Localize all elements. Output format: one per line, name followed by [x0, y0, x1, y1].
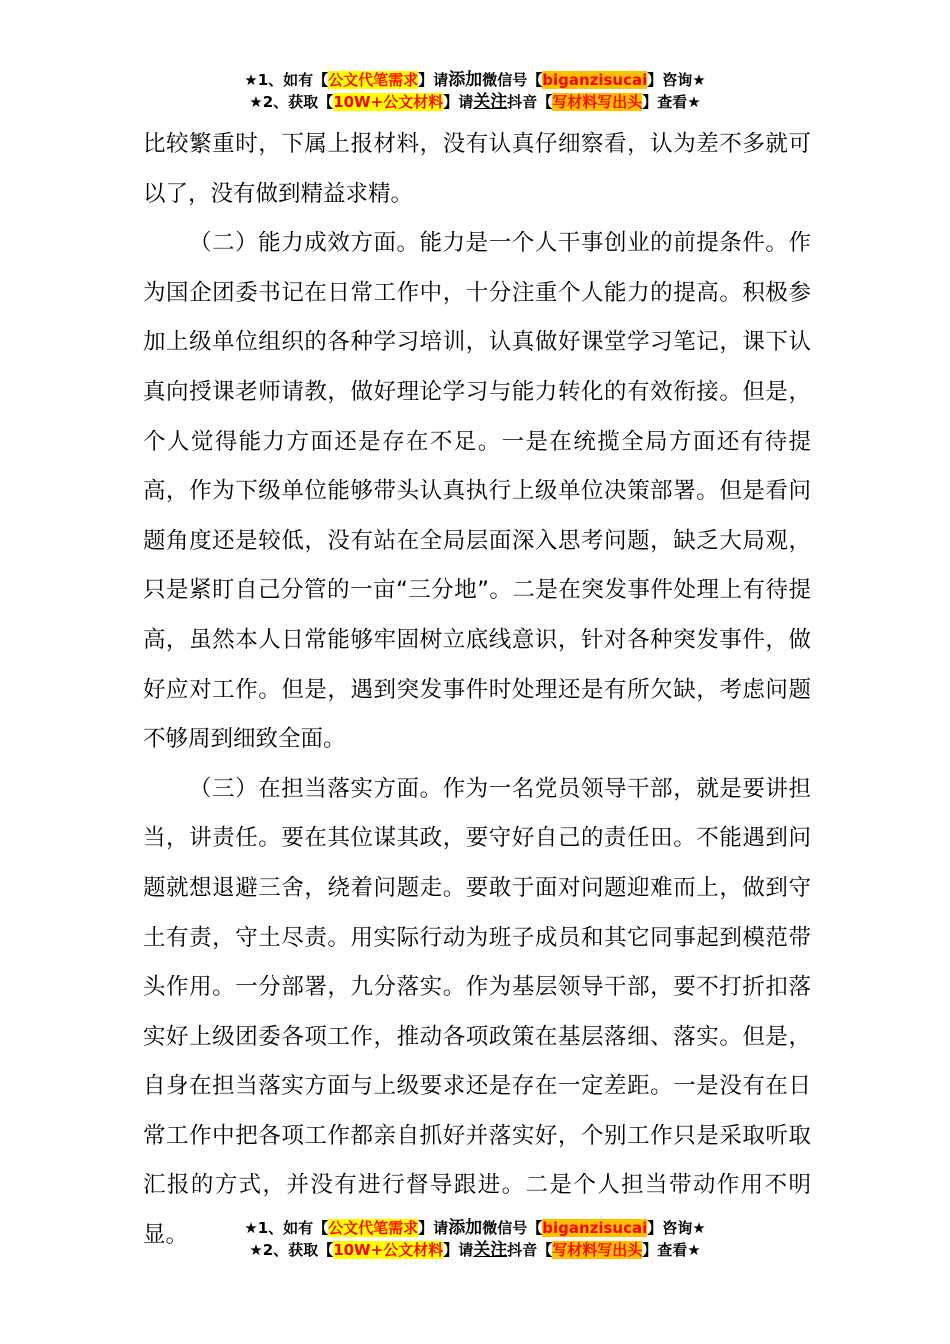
highlight-wechat-id: biganzisucai	[542, 1219, 648, 1237]
highlight-service: 公文代笔需求	[328, 71, 419, 89]
highlight-materials: 10W+公文材料	[333, 1241, 444, 1259]
banner-text: 】请	[418, 71, 449, 89]
banner-text: ★2、获取【	[249, 1241, 334, 1259]
banner-text: ★2、获取【	[249, 93, 334, 111]
banner-line-1	[0, 1217, 950, 1239]
emphasis-add: 添加	[448, 1218, 483, 1238]
document-body	[143, 120, 811, 1261]
emphasis-follow: 关注	[473, 92, 508, 112]
paragraph-responsibility: （三）在担当落实方面。作为一名党员领导干部，就是要讲担当，讲责任。要在其位谋其政，要守好自己的责任田。不能遇到问题就想退避三舍，绕着问题走。要敢于面对问题迎难而上，做到守土有责，守土尽责。用实际行动为班子成员和其它同事起到模范带头作用。一分部署，九分落实。作为基层领导干部，要不打折扣落实好上级团委各项工作，推动各项政策在基层落细、落实。但是，自身在担当落实方面与上级要求还是存在一定差距。一是没有在日常工作中把各项工作都亲自抓好并落实好，个别工作只是采取听取汇报的方式，并没有进行督导跟进。二是个人担当带动作用不明显。	[143, 775, 811, 1249]
emphasis-follow: 关注	[473, 1240, 508, 1260]
banner-text: 微信号【	[482, 1219, 543, 1237]
banner-line-1	[0, 69, 950, 91]
header-banner	[0, 69, 950, 113]
banner-text: 抖音【	[507, 1241, 553, 1259]
footer-banner	[0, 1217, 950, 1261]
banner-text: 】请	[418, 1219, 449, 1237]
banner-text: 】查看★	[642, 1241, 701, 1259]
banner-text: 】查看★	[642, 93, 701, 111]
highlight-wechat-id: biganzisucai	[542, 71, 648, 89]
paragraph-continuation: 比较繁重时，下属上报材料，没有认真仔细察看，认为差不多就可以了，没有做到精益求精。	[143, 131, 811, 207]
banner-text: 】请	[443, 1241, 474, 1259]
banner-text: 】请	[443, 93, 474, 111]
banner-text: 微信号【	[482, 71, 543, 89]
emphasis-add: 添加	[448, 70, 483, 90]
banner-text: 抖音【	[507, 93, 553, 111]
highlight-service: 公文代笔需求	[328, 1219, 419, 1237]
banner-text: 】咨询★	[647, 1219, 706, 1237]
highlight-douyin-account: 写材料写出头	[552, 93, 643, 111]
banner-text: 】咨询★	[647, 71, 706, 89]
banner-line-2	[0, 91, 950, 113]
banner-line-2	[0, 1239, 950, 1261]
paragraph-ability: （二）能力成效方面。能力是一个人干事创业的前提条件。作为国企团委书记在日常工作中，十分注重个人能力的提高。积极参加上级单位组织的各种学习培训，认真做好课堂学习笔记，课下认真向授课老师请教，做好理论学习与能力转化的有效衔接。但是，个人觉得能力方面还是存在不足。一是在统揽全局方面还有待提高，作为下级单位能够带头认真执行上级单位决策部署。但是看问题角度还是较低，没有站在全局层面深入思考问题，缺乏大局观，只是紧盯自己分管的一亩“三分地”。二是在突发事件处理上有待提高，虽然本人日常能够牢固树立底线意识，针对各种突发事件，做好应对工作。但是，遇到突发事件时处理还是有所欠缺，考虑问题不够周到细致全面。	[143, 230, 811, 753]
banner-text: ★1、如有【	[244, 71, 329, 89]
highlight-materials: 10W+公文材料	[333, 93, 444, 111]
highlight-douyin-account: 写材料写出头	[552, 1241, 643, 1259]
banner-text: ★1、如有【	[244, 1219, 329, 1237]
